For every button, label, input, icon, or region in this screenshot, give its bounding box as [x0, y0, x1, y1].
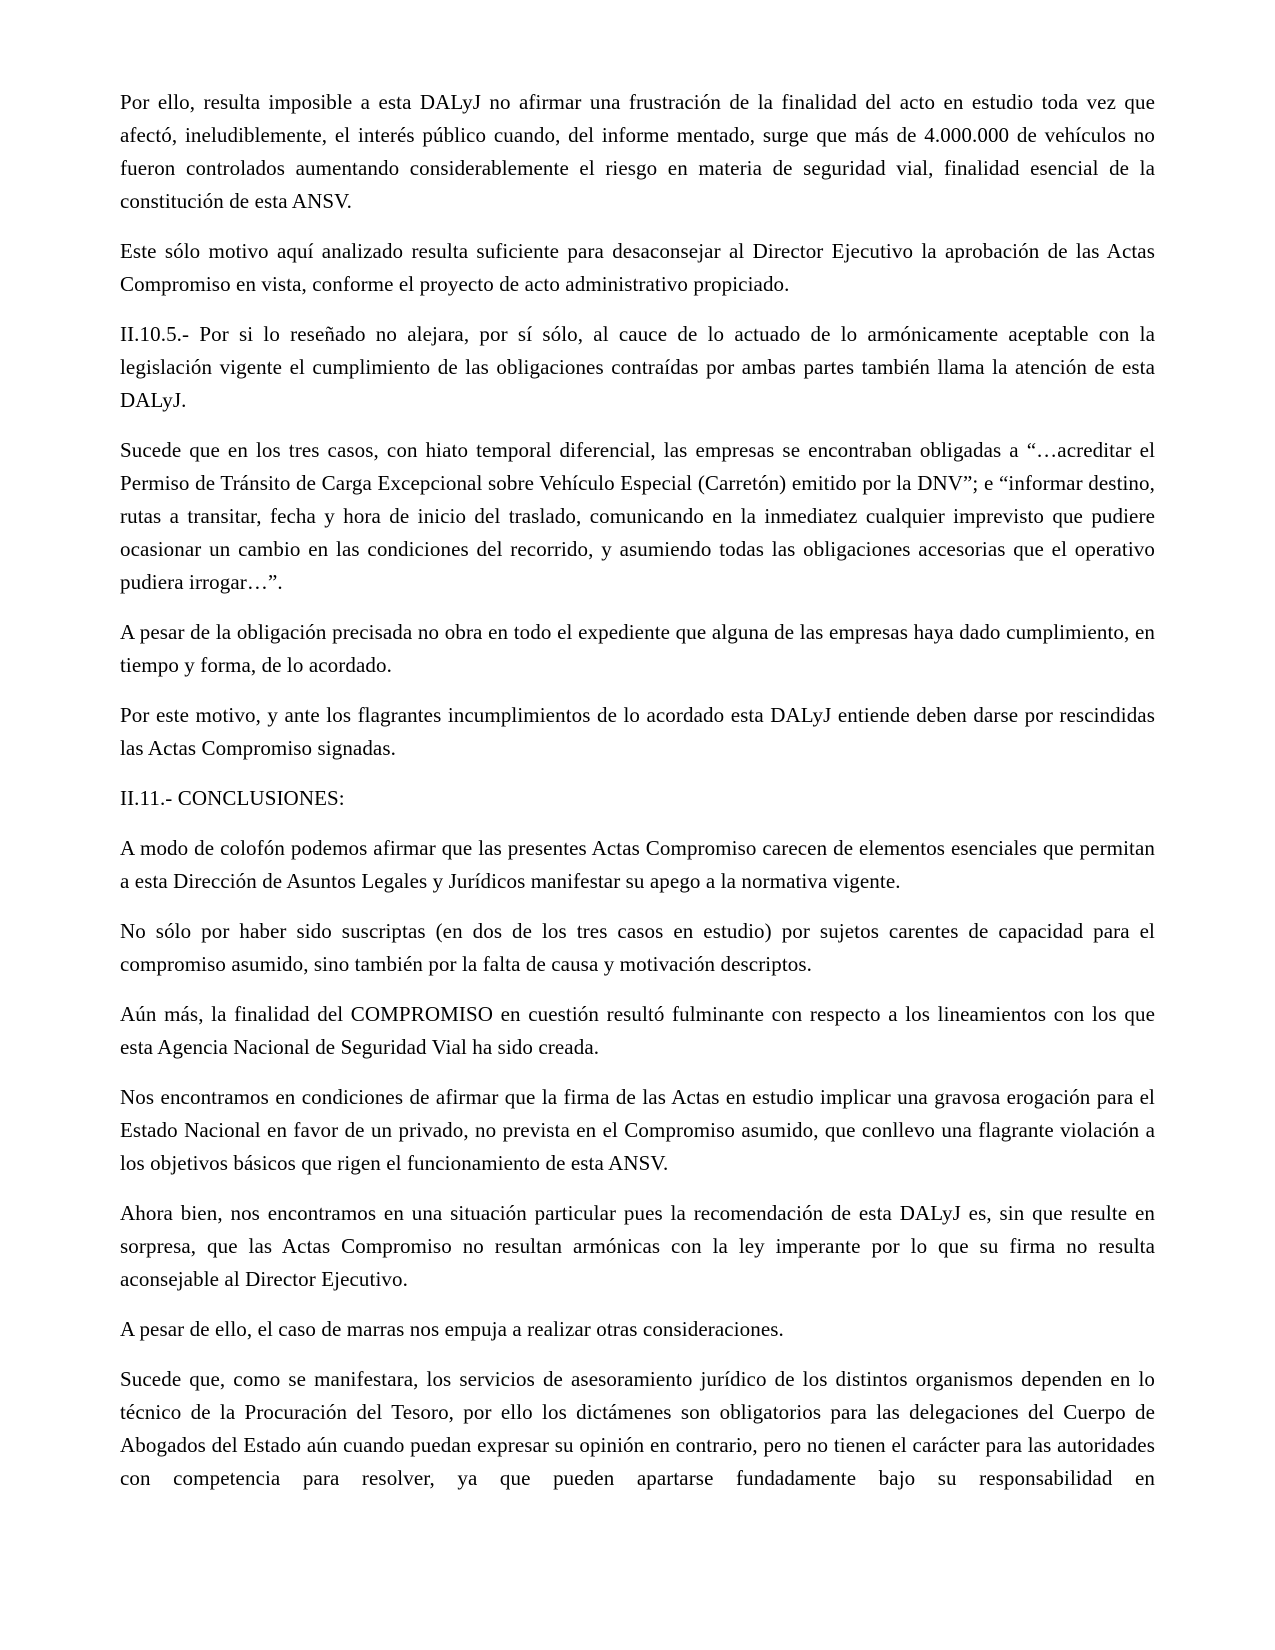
- paragraph: A pesar de ello, el caso de marras nos empuja a realizar otras consideraciones.: [120, 1317, 784, 1341]
- paragraph: Por ello, resulta imposible a esta DALyJ no afirmar una frustración de la finalidad del acto en estudio toda vez que afectó, ineludiblemente, el interés público cuando, del informe mentado, surge que más de 4.000.000 de vehículos no fueron controlados aumentando considerablemente el riesgo en materia de seguridad vial, finalidad esencial de la constitución de esta ANSV.: [120, 90, 1155, 213]
- section-heading: II.11.- CONCLUSIONES:: [120, 786, 345, 810]
- paragraph: Este sólo motivo aquí analizado resulta suficiente para desaconsejar al Director Ejecutivo la aprobación de las Actas Compromiso en vista, conforme el proyecto de acto administrativo propiciado.: [120, 239, 1155, 296]
- paragraph: Nos encontramos en condiciones de afirmar que la firma de las Actas en estudio implicar una gravosa erogación para el Estado Nacional en favor de un privado, no prevista en el Compromiso asumido, que conllevo una flagrante violación a los objetivos básicos que rigen el funcionamiento de esta ANSV.: [120, 1085, 1155, 1175]
- paragraph: A modo de colofón podemos afirmar que las presentes Actas Compromiso carecen de elementos esenciales que permitan a esta Dirección de Asuntos Legales y Jurídicos manifestar su apego a la normativa vigente.: [120, 836, 1155, 893]
- paragraph: II.10.5.- Por si lo reseñado no alejara, por sí sólo, al cauce de lo actuado de lo armónicamente aceptable con la legislación vigente el cumplimiento de las obligaciones contraídas por ambas partes también llama la atención de esta DALyJ.: [120, 322, 1155, 412]
- paragraph: Por este motivo, y ante los flagrantes incumplimientos de lo acordado esta DALyJ entiende deben darse por rescindidas las Actas Compromiso signadas.: [120, 703, 1155, 760]
- paragraph: A pesar de la obligación precisada no obra en todo el expediente que alguna de las empresas haya dado cumplimiento, en tiempo y forma, de lo acordado.: [120, 620, 1155, 677]
- paragraph: Sucede que en los tres casos, con hiato temporal diferencial, las empresas se encontraban obligadas a “…acreditar el Permiso de Tránsito de Carga Excepcional sobre Vehículo Especial (Carretón) emitido por la DNV”; e “informar destino, rutas a transitar, fecha y hora de inicio del traslado, comunicando en la inmediatez cualquier imprevisto que pudiere ocasionar un cambio en las condiciones del recorrido, y asumiendo todas las obligaciones accesorias que el operativo pudiera irrogar…”.: [120, 438, 1155, 594]
- paragraph: No sólo por haber sido suscriptas (en dos de los tres casos en estudio) por sujetos carentes de capacidad para el compromiso asumido, sino también por la falta de causa y motivación descriptos.: [120, 919, 1155, 976]
- paragraph: Ahora bien, nos encontramos en una situación particular pues la recomendación de esta DALyJ es, sin que resulte en sorpresa, que las Actas Compromiso no resultan armónicas con la ley imperante por lo que su firma no resulta aconsejable al Director Ejecutivo.: [120, 1201, 1155, 1291]
- paragraph: Sucede que, como se manifestara, los servicios de asesoramiento jurídico de los distintos organismos dependen en lo técnico de la Procuración del Tesoro, por ello los dictámenes son obligatorios para las delegaciones del Cuerpo de Abogados del Estado aún cuando puedan expresar su opinión en contrario, pero no tienen el carácter para las autoridades con competencia para resolver, ya que pueden apartarse fundadamente bajo su responsabilidad en: [120, 1367, 1155, 1490]
- paragraph: Aún más, la finalidad del COMPROMISO en cuestión resultó fulminante con respecto a los lineamientos con los que esta Agencia Nacional de Seguridad Vial ha sido creada.: [120, 1002, 1155, 1059]
